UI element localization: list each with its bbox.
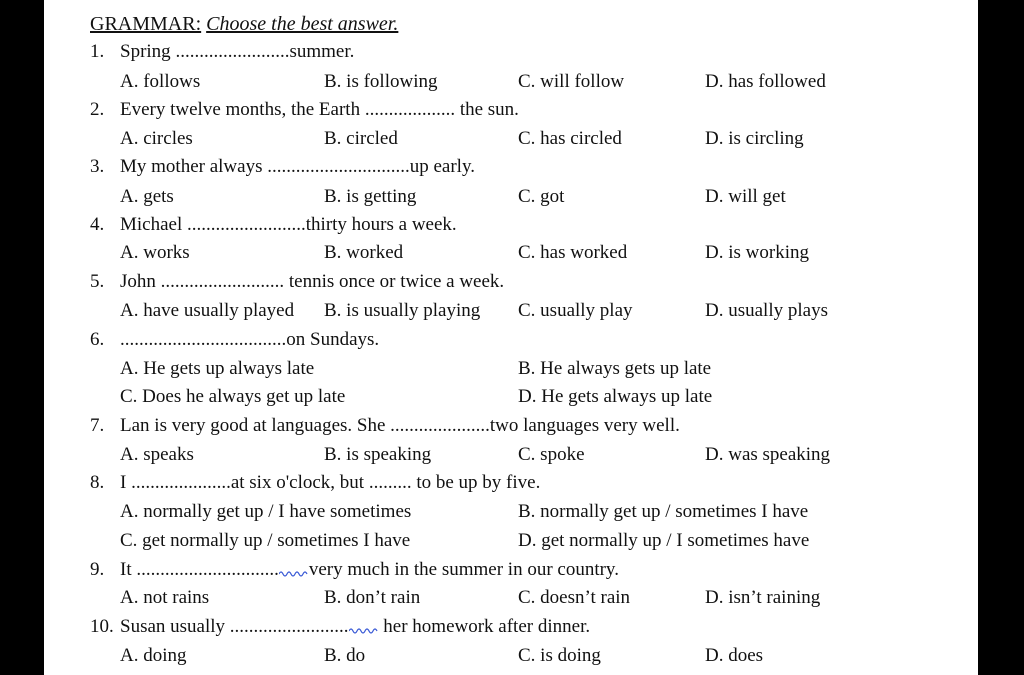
option-a: A. normally get up / I have sometimes	[120, 501, 412, 522]
question-4-options	[120, 239, 880, 267]
question-number: 2.	[90, 99, 105, 120]
heading-instruction: Choose the best answer.	[206, 13, 399, 35]
question-number: 4.	[90, 214, 105, 235]
question-1	[90, 38, 354, 66]
question-text: the sun.	[459, 99, 519, 120]
question-9-options	[120, 584, 880, 612]
option-a: A. have usually played	[120, 300, 295, 321]
question-text: at six o'clock, but	[230, 472, 365, 493]
question-number: 9.	[90, 559, 105, 580]
option-c: C. doesn’t rain	[518, 587, 631, 608]
option-a: A. gets	[120, 186, 174, 207]
option-d: D. is working	[705, 242, 809, 263]
question-text: Michael	[120, 214, 183, 235]
answer-blank: .........................	[229, 616, 349, 637]
question-number: 8.	[90, 472, 105, 493]
option-c: C. Does he always get up late	[120, 386, 346, 407]
option-d: D. was speaking	[705, 444, 831, 465]
question-number: 5.	[90, 271, 105, 292]
question-6-options-row-1	[120, 355, 880, 383]
answer-blank: .....................	[390, 415, 490, 436]
question-8-options-row-1	[120, 498, 880, 526]
question-1-options	[120, 68, 880, 96]
answer-blank: ..............................	[136, 559, 279, 580]
option-b: B. normally get up / sometimes I have	[518, 501, 809, 522]
question-7	[90, 412, 680, 440]
option-b: B. do	[324, 645, 366, 666]
question-text: to be up by five.	[416, 472, 541, 493]
answer-blank: .....................	[131, 472, 231, 493]
option-a: A. works	[120, 242, 190, 263]
option-d: D. get normally up / I sometimes have	[518, 530, 810, 551]
question-3-options	[120, 183, 880, 211]
option-b: B. is following	[324, 71, 438, 92]
answer-blank: ........................	[175, 41, 290, 62]
question-text: on Sundays.	[286, 329, 380, 350]
spellcheck-squiggle-icon	[349, 626, 379, 634]
option-d: D. will get	[705, 186, 786, 207]
answer-blank: .........................	[187, 214, 306, 235]
question-2-options	[120, 125, 880, 153]
question-6-options-row-2	[120, 383, 880, 411]
question-text: It	[120, 559, 132, 580]
option-c: C. will follow	[518, 71, 625, 92]
option-d: D. has followed	[705, 71, 826, 92]
question-2	[90, 96, 519, 124]
question-text: up early.	[409, 156, 475, 177]
question-8	[90, 469, 540, 497]
answer-blank: ..............................	[267, 156, 410, 177]
spellcheck-squiggle-icon	[279, 569, 309, 577]
option-a: A. doing	[120, 645, 187, 666]
heading-label: GRAMMAR:	[90, 13, 202, 35]
answer-blank: ...................	[364, 99, 456, 120]
question-text: summer.	[289, 41, 355, 62]
question-7-options	[120, 441, 880, 469]
option-c: C. has circled	[518, 128, 622, 149]
question-number: 10.	[90, 616, 114, 637]
option-a: A. follows	[120, 71, 201, 92]
option-c: C. spoke	[518, 444, 585, 465]
worksheet-page	[44, 0, 978, 675]
question-4	[90, 211, 457, 239]
question-text: Lan is very good at languages. She	[120, 415, 386, 436]
option-a: A. speaks	[120, 444, 194, 465]
question-text: Spring	[120, 41, 171, 62]
option-b: B. is usually playing	[324, 300, 481, 321]
question-text: her homework after dinner.	[383, 616, 591, 637]
answer-blank: ...................................	[120, 329, 287, 350]
question-text: tennis once or twice a week.	[288, 271, 505, 292]
option-c: C. usually play	[518, 300, 633, 321]
option-b: B. circled	[324, 128, 398, 149]
option-a: A. not rains	[120, 587, 210, 608]
option-c: C. got	[518, 186, 565, 207]
question-3	[90, 153, 475, 181]
question-10-options	[120, 642, 880, 670]
question-number: 3.	[90, 156, 105, 177]
question-6	[90, 326, 379, 354]
question-number: 1.	[90, 41, 105, 62]
question-text: I	[120, 472, 127, 493]
option-d: D. isn’t raining	[705, 587, 821, 608]
option-d: D. is circling	[705, 128, 804, 149]
option-c: C. get normally up / sometimes I have	[120, 530, 411, 551]
question-5-options	[120, 297, 880, 325]
option-a: A. He gets up always late	[120, 358, 315, 379]
option-b: B. is getting	[324, 186, 417, 207]
option-a: A. circles	[120, 128, 193, 149]
question-text: thirty hours a week.	[305, 214, 457, 235]
option-d: D. usually plays	[705, 300, 828, 321]
question-text: two languages very well.	[489, 415, 680, 436]
option-c: C. is doing	[518, 645, 601, 666]
worksheet-heading	[90, 10, 398, 38]
question-9	[90, 556, 619, 584]
question-number: 7.	[90, 415, 105, 436]
question-number: 6.	[90, 329, 105, 350]
question-text: John	[120, 271, 156, 292]
question-text: Susan usually	[120, 616, 226, 637]
option-b: B. is speaking	[324, 444, 432, 465]
option-b: B. worked	[324, 242, 404, 263]
option-b: B. don’t rain	[324, 587, 421, 608]
option-b: B. He always gets up late	[518, 358, 712, 379]
option-d: D. does	[705, 645, 764, 666]
answer-blank-2: .........	[368, 472, 412, 493]
question-8-options-row-2	[120, 527, 880, 555]
answer-blank: ..........................	[160, 271, 285, 292]
option-c: C. has worked	[518, 242, 628, 263]
question-10	[90, 613, 590, 641]
question-text: Every twelve months, the Earth	[120, 99, 361, 120]
question-text: My mother always	[120, 156, 263, 177]
option-d: D. He gets always up late	[518, 386, 713, 407]
question-text: very much in the summer in our country.	[308, 559, 619, 580]
question-5	[90, 268, 504, 296]
